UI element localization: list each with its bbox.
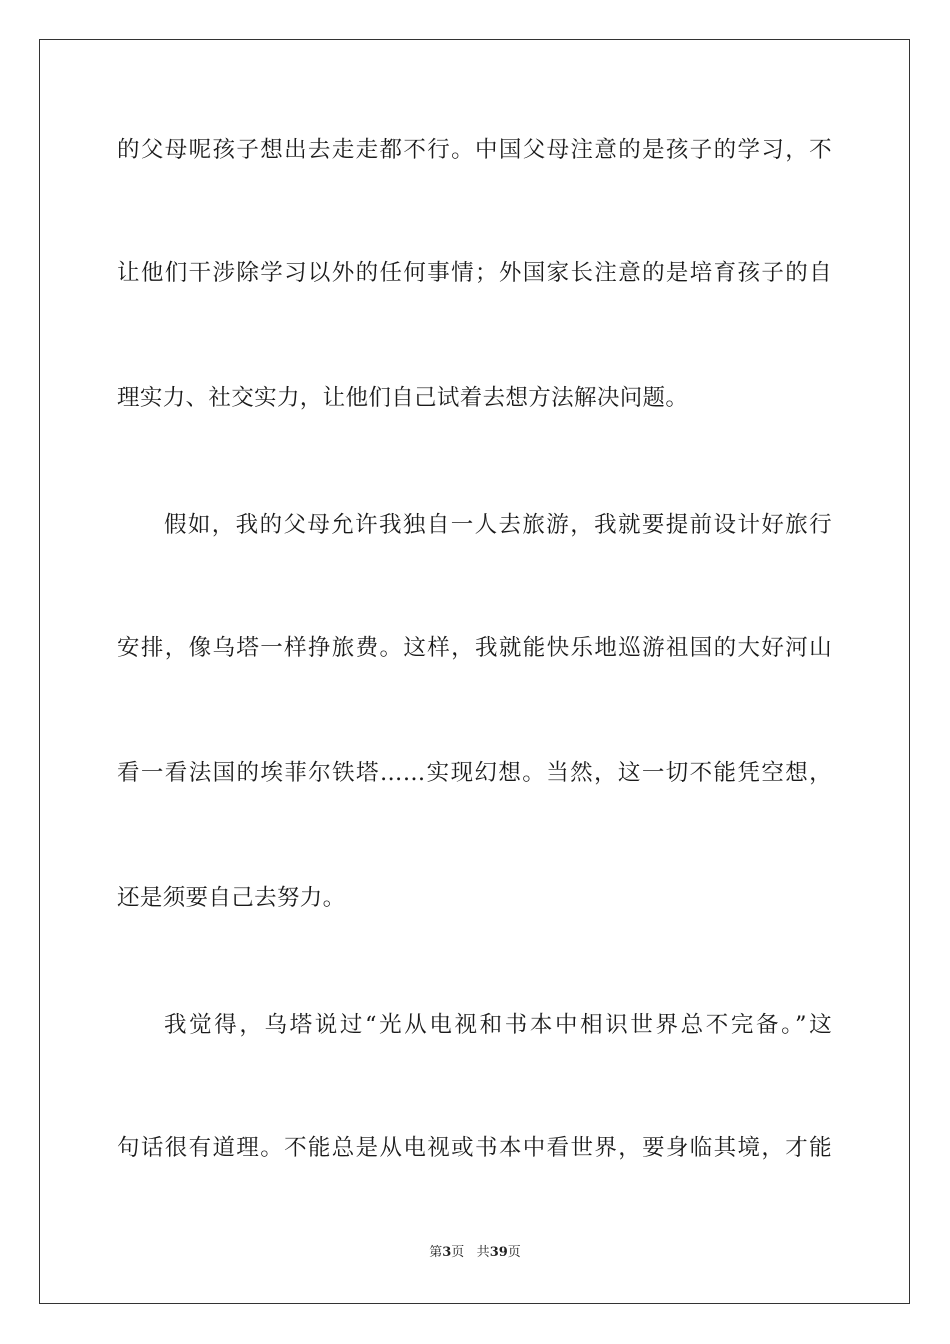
text-line: 句话很有道理。不能总是从电视或书本中看世界，要身临其境，才能 <box>117 1135 832 1161</box>
footer-total-prefix: 共 <box>476 1245 490 1260</box>
footer-page-prefix: 第 <box>429 1245 443 1260</box>
text-line: 的父母呢孩子想出去走走都不行。中国父母注意的是孩子的学习，不 <box>117 137 832 163</box>
text-line: 假如，我的父母允许我独自一人去旅游，我就要提前设计好旅行 <box>164 512 832 538</box>
footer-total-suffix: 页 <box>507 1245 521 1260</box>
text-line: 让他们干涉除学习以外的任何事情；外国家长注意的是培育孩子的自 <box>117 260 832 286</box>
text-line: 安排，像乌塔一样挣旅费。这样，我就能快乐地巡游祖国的大好河山 <box>117 635 832 661</box>
text-line: 理实力、社交实力，让他们自己试着去想方法解决问题。 <box>117 385 689 411</box>
page-footer <box>0 1244 950 1262</box>
footer-page-suffix: 页 <box>451 1245 465 1260</box>
footer-page-number: 3 <box>442 1245 452 1260</box>
text-line: 还是须要自己去努力。 <box>117 885 346 911</box>
text-line: 看一看法国的埃菲尔铁塔……实现幻想。当然，这一切不能凭空想， <box>117 760 832 786</box>
page-border <box>39 39 910 1304</box>
footer-total-pages: 39 <box>489 1245 508 1260</box>
text-line: 我觉得，乌塔说过“光从电视和书本中相识世界总不完备。”这 <box>164 1012 832 1038</box>
